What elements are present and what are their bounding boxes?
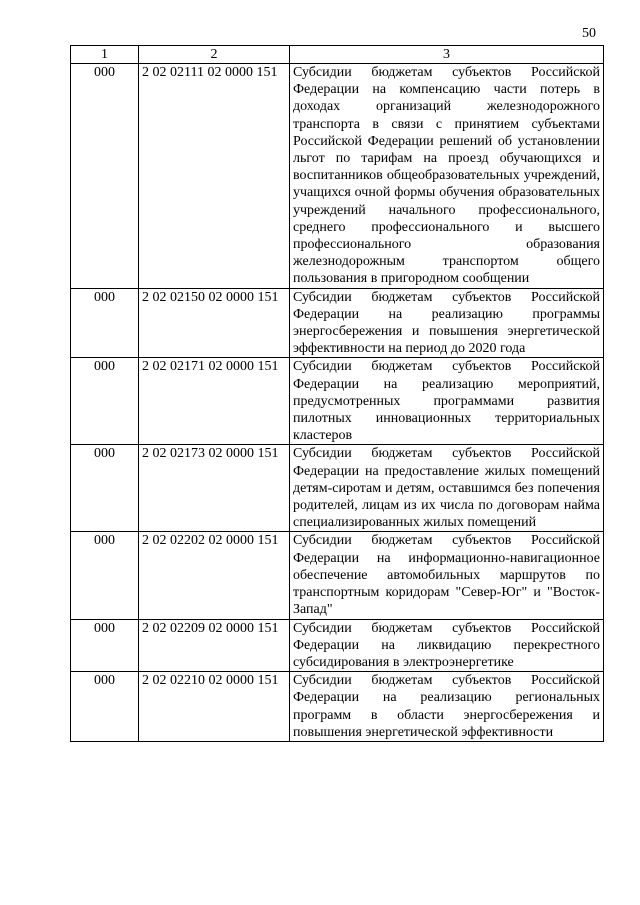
table-row <box>71 532 604 619</box>
budget-code-cell: 2 02 02111 02 0000 151 <box>139 64 290 289</box>
description-cell: Субсидии бюджетам субъектов Российской Федерации на информационно-навигационное обеспечение автомобильных маршрутов по транспортным коридорам "Север-Юг" и "Восток-Запад" <box>290 532 604 619</box>
description-cell: Субсидии бюджетам субъектов Российской Федерации на компенсацию части потерь в доходах организаций железнодорожного транспорта в связи с принятием субъектами Российской Федерации решений об установлении льгот по тарифам на проезд обучающихся и воспитанников общеобразовательных учреждений, учащихся очной формы обучения образовательных учреждений начального профессионального, среднего профессионального и высшего профессионального образования железнодорожным транспортом общего пользования в пригородном сообщении <box>290 64 604 289</box>
page-number: 50 <box>582 26 596 41</box>
description-cell: Субсидии бюджетам субъектов Российской Федерации на ликвидацию перекрестного субсидирования в электроэнергетике <box>290 619 604 672</box>
budget-code-cell: 2 02 02202 02 0000 151 <box>139 532 290 619</box>
admin-code-cell: 000 <box>71 64 139 289</box>
admin-code-cell: 000 <box>71 672 139 742</box>
admin-code-cell: 000 <box>71 445 139 532</box>
admin-code-cell: 000 <box>71 358 139 445</box>
description-cell: Субсидии бюджетам субъектов Российской Федерации на реализацию региональных программ в области энергосбережения и повышения энергетической эффективности <box>290 672 604 742</box>
budget-classification-table <box>70 45 604 742</box>
table-row <box>71 64 604 289</box>
budget-code-cell: 2 02 02150 02 0000 151 <box>139 288 290 358</box>
budget-code-cell: 2 02 02209 02 0000 151 <box>139 619 290 672</box>
admin-code-cell: 000 <box>71 619 139 672</box>
table-header-row <box>71 46 604 64</box>
budget-code-cell: 2 02 02171 02 0000 151 <box>139 358 290 445</box>
table-row <box>71 672 604 742</box>
column-header-1: 1 <box>71 46 139 64</box>
description-cell: Субсидии бюджетам субъектов Российской Федерации на реализацию мероприятий, предусмотренных программами развития пилотных инновационных территориальных кластеров <box>290 358 604 445</box>
admin-code-cell: 000 <box>71 532 139 619</box>
table-row <box>71 358 604 445</box>
description-cell: Субсидии бюджетам субъектов Российской Федерации на предоставление жилых помещений детям-сиротам и детям, оставшимся без попечения родителей, лицам из их числа по договорам найма специализированных жилых помещений <box>290 445 604 532</box>
table-row <box>71 619 604 672</box>
column-header-2: 2 <box>139 46 290 64</box>
budget-code-cell: 2 02 02173 02 0000 151 <box>139 445 290 532</box>
column-header-3: 3 <box>290 46 604 64</box>
table-row <box>71 445 604 532</box>
admin-code-cell: 000 <box>71 288 139 358</box>
budget-code-cell: 2 02 02210 02 0000 151 <box>139 672 290 742</box>
table-row <box>71 288 604 358</box>
description-cell: Субсидии бюджетам субъектов Российской Федерации на реализацию программы энергосбережения и повышения энергетической эффективности на период до 2020 года <box>290 288 604 358</box>
